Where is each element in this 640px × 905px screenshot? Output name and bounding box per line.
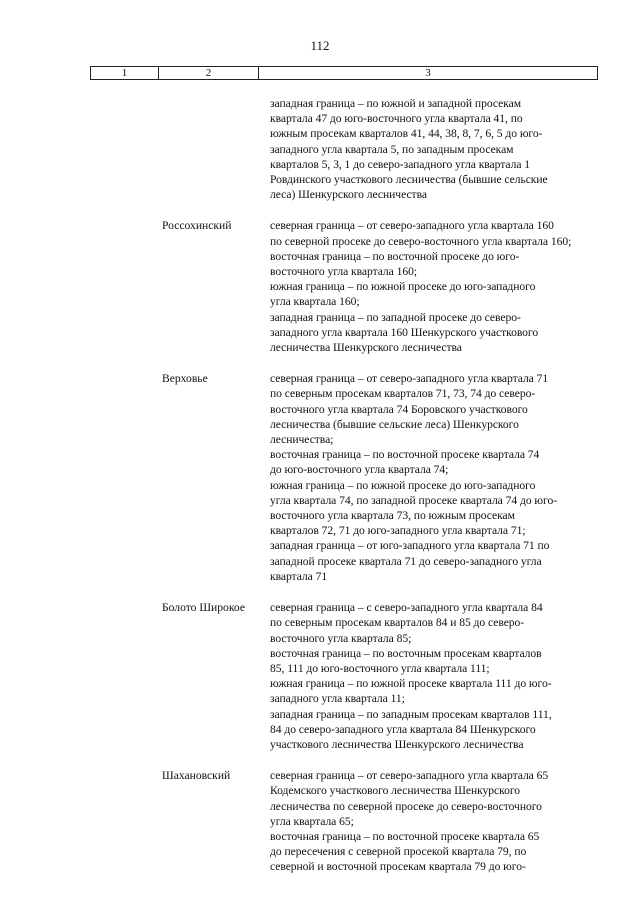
page-number: 112 bbox=[310, 38, 330, 53]
column-number-3: 3 bbox=[259, 67, 598, 80]
boundary-text: северная граница – от северо-западного угла квартала 65 Кодемского участкового лесничества Шенкурского лесничества по северной просеке до северо-восточного угла квартала 65; восточная граница – по восточной просеке квартала 65 до пересечения с северной просекой квартала 79, по северной и восточной просекам квартала 79 до юго- bbox=[270, 769, 549, 874]
boundary-descriptions bbox=[0, 96, 640, 875]
boundary-text: северная граница – с северо-западного угла квартала 84 по северным просекам кварталов 84 и 85 до северо- восточного угла квартала 85; восточная граница – по восточным просекам кварталов 85, 111 до юго-восточного угла квартала 111; южная граница – по южной просеке квартала 111 до юго- западного угла квартала 11; западная граница – по западным просекам кварталов 111, 84 до северо-западного угла квартала 84 Шенкурского участкового лесничества Шенкурского лесничества bbox=[270, 601, 552, 751]
table-row bbox=[0, 600, 640, 752]
site-name: Верховье bbox=[162, 372, 208, 386]
column-number-1: 1 bbox=[91, 67, 159, 80]
site-name: Россохинский bbox=[162, 219, 232, 233]
site-name: Шахановский bbox=[162, 769, 231, 783]
site-name bbox=[162, 96, 270, 202]
boundary-text: северная граница – от северо-западного угла квартала 71 по северным просекам кварталов 71, 73, 74 до северо- восточного угла квартала 74 Боровского участкового лесничества (бывшие сельские леса) Шенкурского лесничества; восточная граница – по восточной просеке квартала 74 до юго-восточного угла квартала 74; южная граница – по южной просеке до юго-западного угла квартала 74, по западной просеке квартала 74 до юго- восточного угла квартала 73, по южным просекам кварталов 72, 71 до юго-западного угла квартала 71; западная граница – от юго-западного угла квартала 71 по западной просеке квартала 71 до северо-западного угла квартала 71 bbox=[270, 372, 557, 583]
boundary-text: северная граница – от северо-западного угла квартала 160 по северной просеке до северо-восточного угла квартала 160; восточная граница – по восточной просеке до юго- восточного угла квартала 160; южная граница – по южной просеке до юго-западного угла квартала 160; западная граница – по западной просеке до северо- западного угла квартала 160 Шенкурского участкового лесничества Шенкурского лесничества bbox=[270, 219, 572, 355]
table-row bbox=[0, 768, 640, 874]
column-header-row bbox=[91, 67, 598, 80]
column-number-2: 2 bbox=[159, 67, 259, 80]
column-header-table bbox=[90, 66, 598, 80]
table-row bbox=[0, 371, 640, 584]
site-name: Болото Широкое bbox=[162, 601, 245, 615]
boundary-text: западная граница – по южной и западной просекам квартала 47 до юго-восточного угла квартала 41, по южным просекам кварталов 41, 44, 38, 8, 7, 6, 5 до юго- западного угла квартала 5, по западным просекам кварталов 5, 3, 1 до северо-западного угла квартала 1 Ровдинского участкового лесничества (бывшие сельские леса) Шенкурского лесничества bbox=[270, 97, 548, 202]
table-row bbox=[0, 96, 640, 202]
table-row bbox=[0, 218, 640, 355]
